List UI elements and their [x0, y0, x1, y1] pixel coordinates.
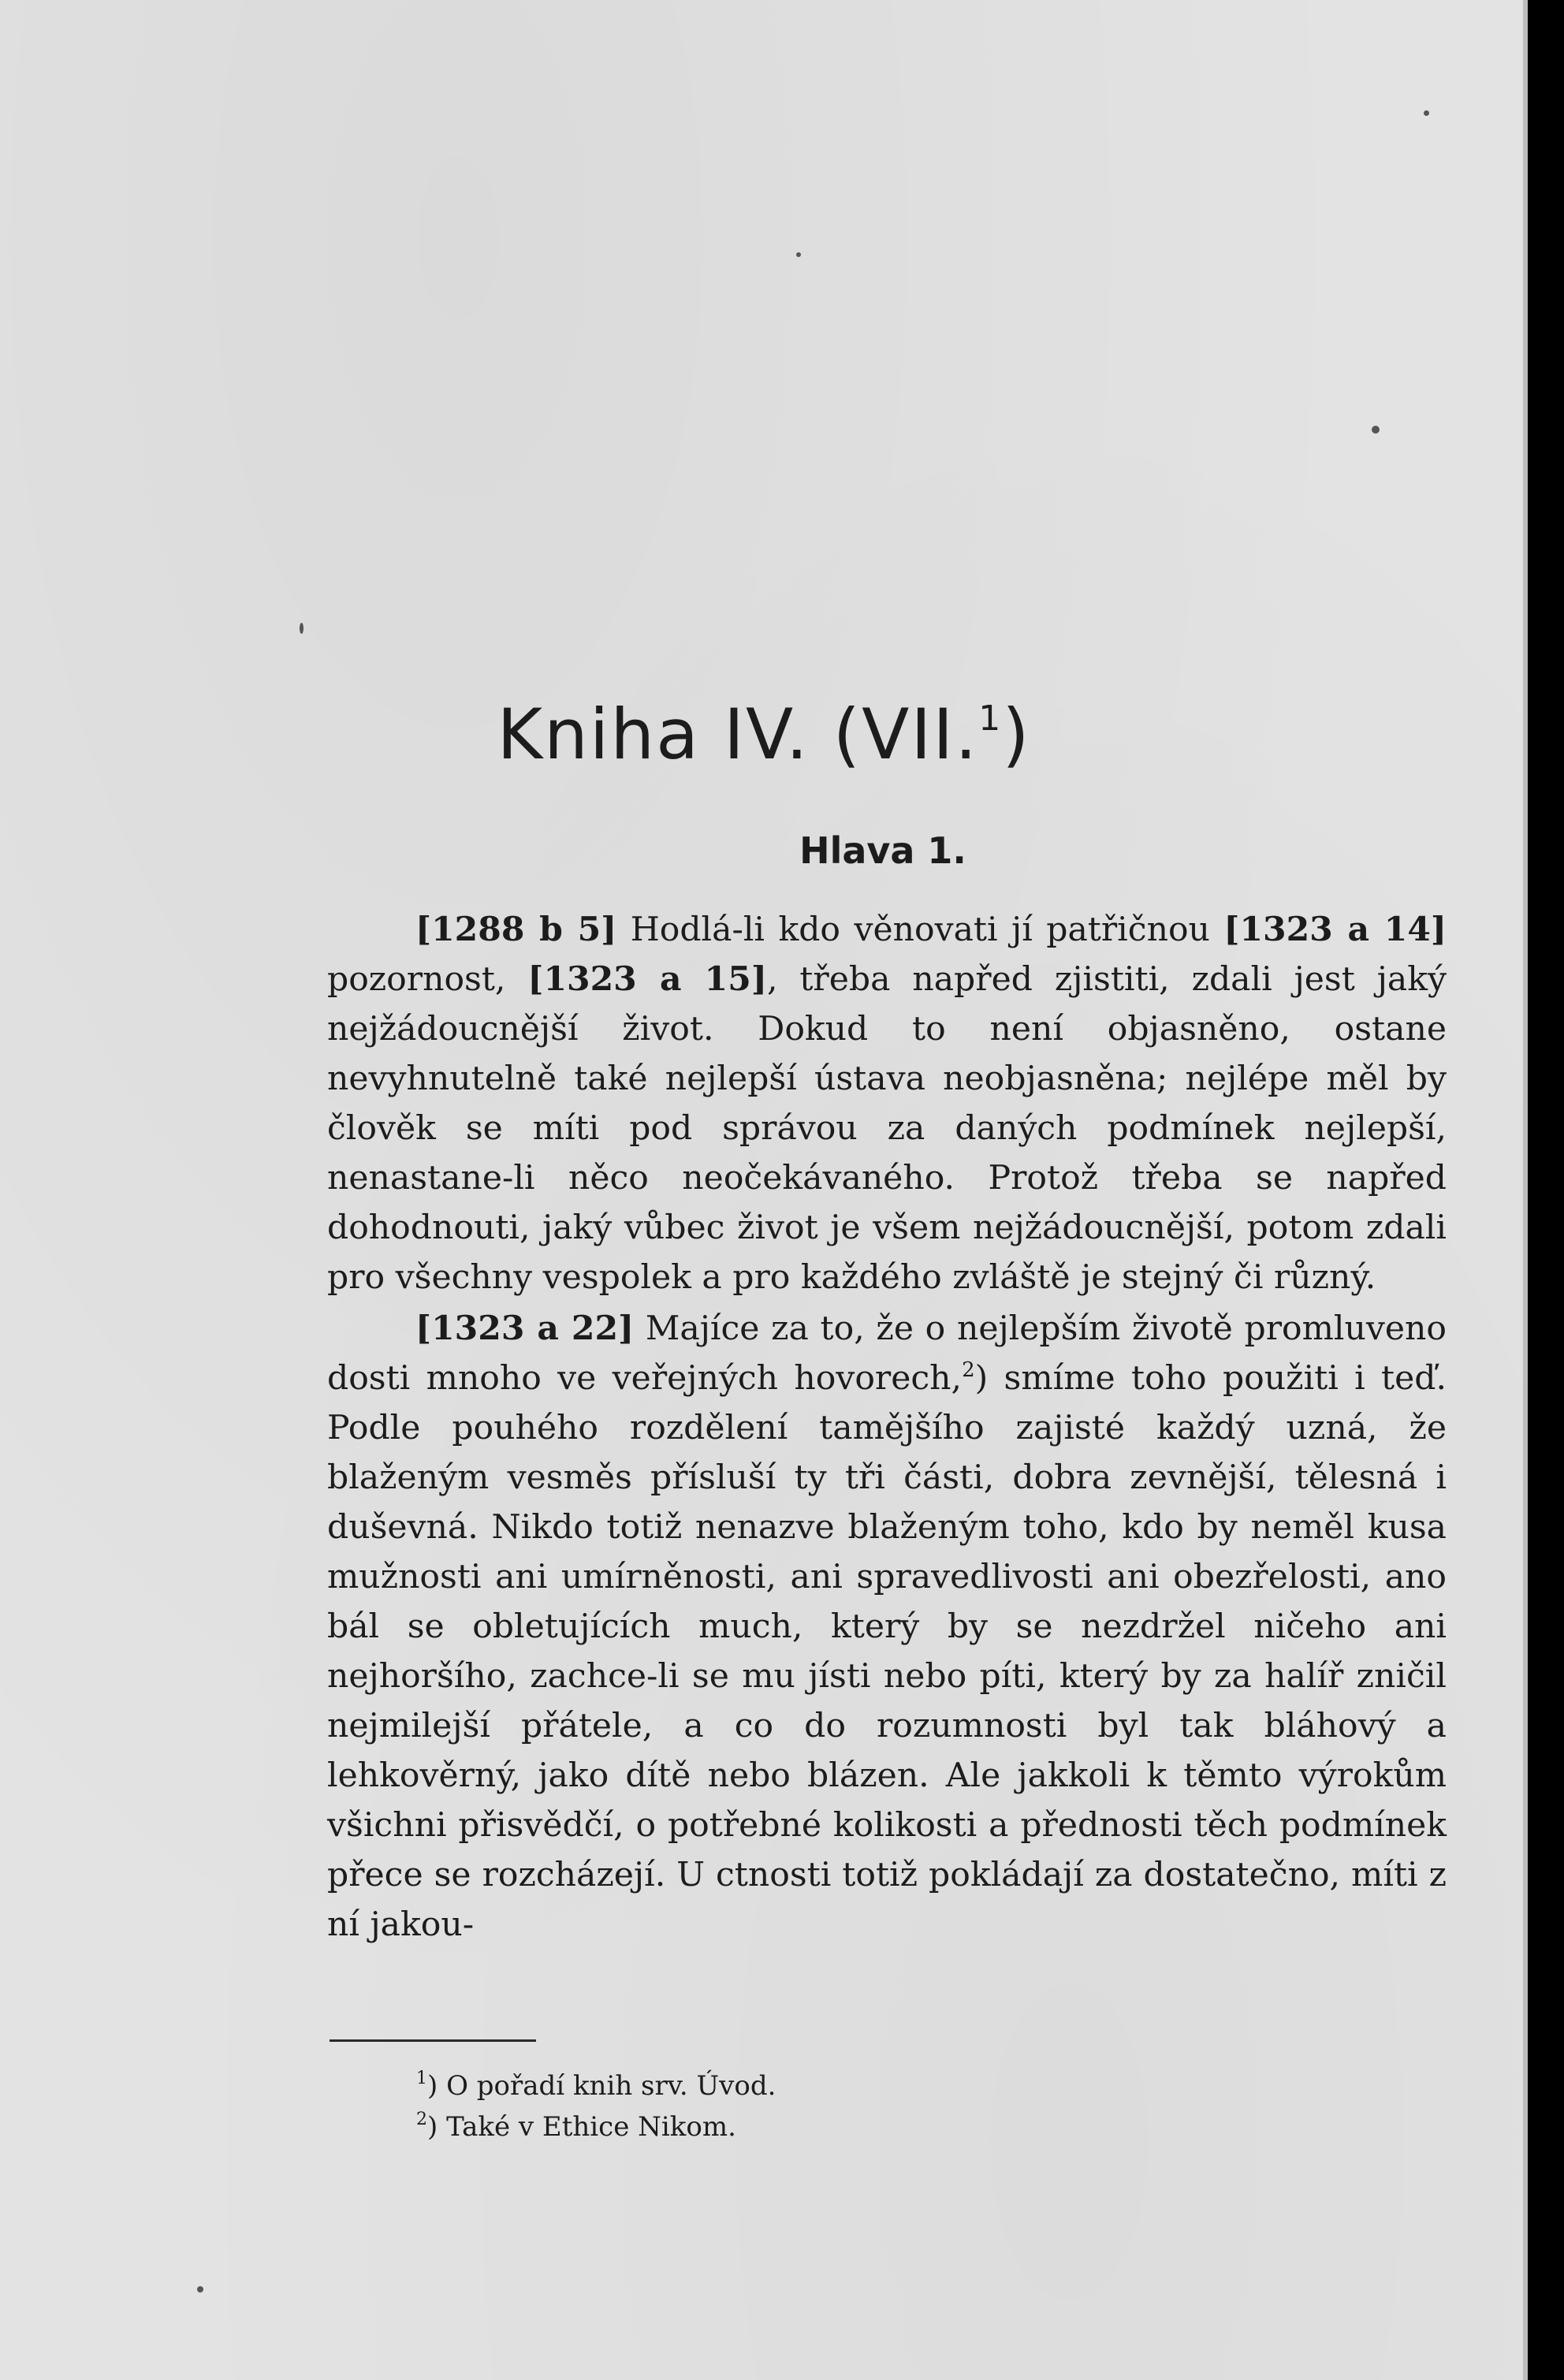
- footnote-text: O pořadí knih srv. Úvod.: [438, 2070, 776, 2102]
- paragraph-text: Hodlá-li kdo věnovati jí patřičnou: [616, 911, 1224, 949]
- footnote-paren: ): [427, 2070, 438, 2102]
- footnote-text: Také v Ethice Nikom.: [438, 2111, 736, 2143]
- scan-speck: [1372, 426, 1380, 434]
- book-title-closing: ): [1002, 694, 1031, 775]
- footnote-number: 2: [416, 2110, 427, 2129]
- scan-speck: [197, 2286, 203, 2292]
- scan-speck: [796, 252, 801, 257]
- footnote-separator: [330, 2039, 536, 2042]
- paragraph: [327, 905, 1447, 1302]
- book-title: [0, 694, 1528, 775]
- footnote: [416, 2065, 776, 2106]
- bekker-reference: [1323 a 22]: [415, 1309, 635, 1348]
- footnote: [416, 2106, 776, 2147]
- book-title-text: Kniha IV. (VII.: [497, 694, 979, 775]
- footnote-number: 1: [416, 2069, 427, 2088]
- paragraph-text: Majíce za to, že o nejlepším životě promluveno dosti mnoho ve veřejných hovorech,: [327, 1309, 1447, 1398]
- bekker-reference: [1323 a 14]: [1223, 910, 1447, 949]
- paragraph-text: , třeba napřed zjistiti, zdali jest jaký nejžádoucnější život. Dokud to není objasněno, ostane nevyhnutelně také nejlepší ústava neobjasněna; nejlépe měl by člověk se míti pod správou za daných podmínek nejlepší, nenastane-li něco neočekávaného. Protož třeba se napřed dohodnouti, jaký vůbec život je všem nejžádoucnější, potom zdali pro všechny vespolek a pro každého zvláště je stejný či různý.: [327, 960, 1447, 1297]
- bekker-reference: [1323 a 15]: [527, 959, 767, 999]
- paragraph-text: ) smíme toho použiti i teď. Podle pouhého rozdělení tamějšího zajisté každý uzná, že blaženým vesměs přísluší ty tři části, dobra zevnější, tělesná i duševná. Nikdo totiž nenazve blaženým toho, kdo by neměl kusa mužnosti ani umírněnosti, ani spravedlivosti ani obezřelosti, ano bál se obletujících much, který by se nezdržel ničeho ani nejhoršího, zachce-li se mu jísti nebo píti, který by za halíř zničil nejmilejší přátele, a co do rozumnosti byl tak bláhový a lehkověrný, jako dítě nebo blázen. Ale jakkoli k těmto výrokům všichni přisvědčí, o potřebné kolikosti a přednosti těch podmínek přece se rozcházejí. U ctnosti totiž pokládají za dostatečno, míti z ní jakou-: [327, 1359, 1447, 1944]
- footnote-mark: 2: [962, 1358, 975, 1382]
- footnotes: [416, 2065, 776, 2147]
- paragraph: [327, 1304, 1447, 1950]
- scan-speck: [1424, 110, 1429, 116]
- paragraph-text: pozornost,: [327, 960, 528, 999]
- body-text: [327, 905, 1447, 1950]
- footnote-paren: ): [427, 2111, 438, 2143]
- scan-speck: [300, 623, 303, 634]
- bekker-reference: [1288 b 5]: [415, 910, 617, 949]
- page-edge-shadow: [1523, 0, 1528, 2380]
- book-title-footnote-mark: 1: [978, 698, 1003, 739]
- chapter-heading: Hlava 1.: [799, 829, 966, 872]
